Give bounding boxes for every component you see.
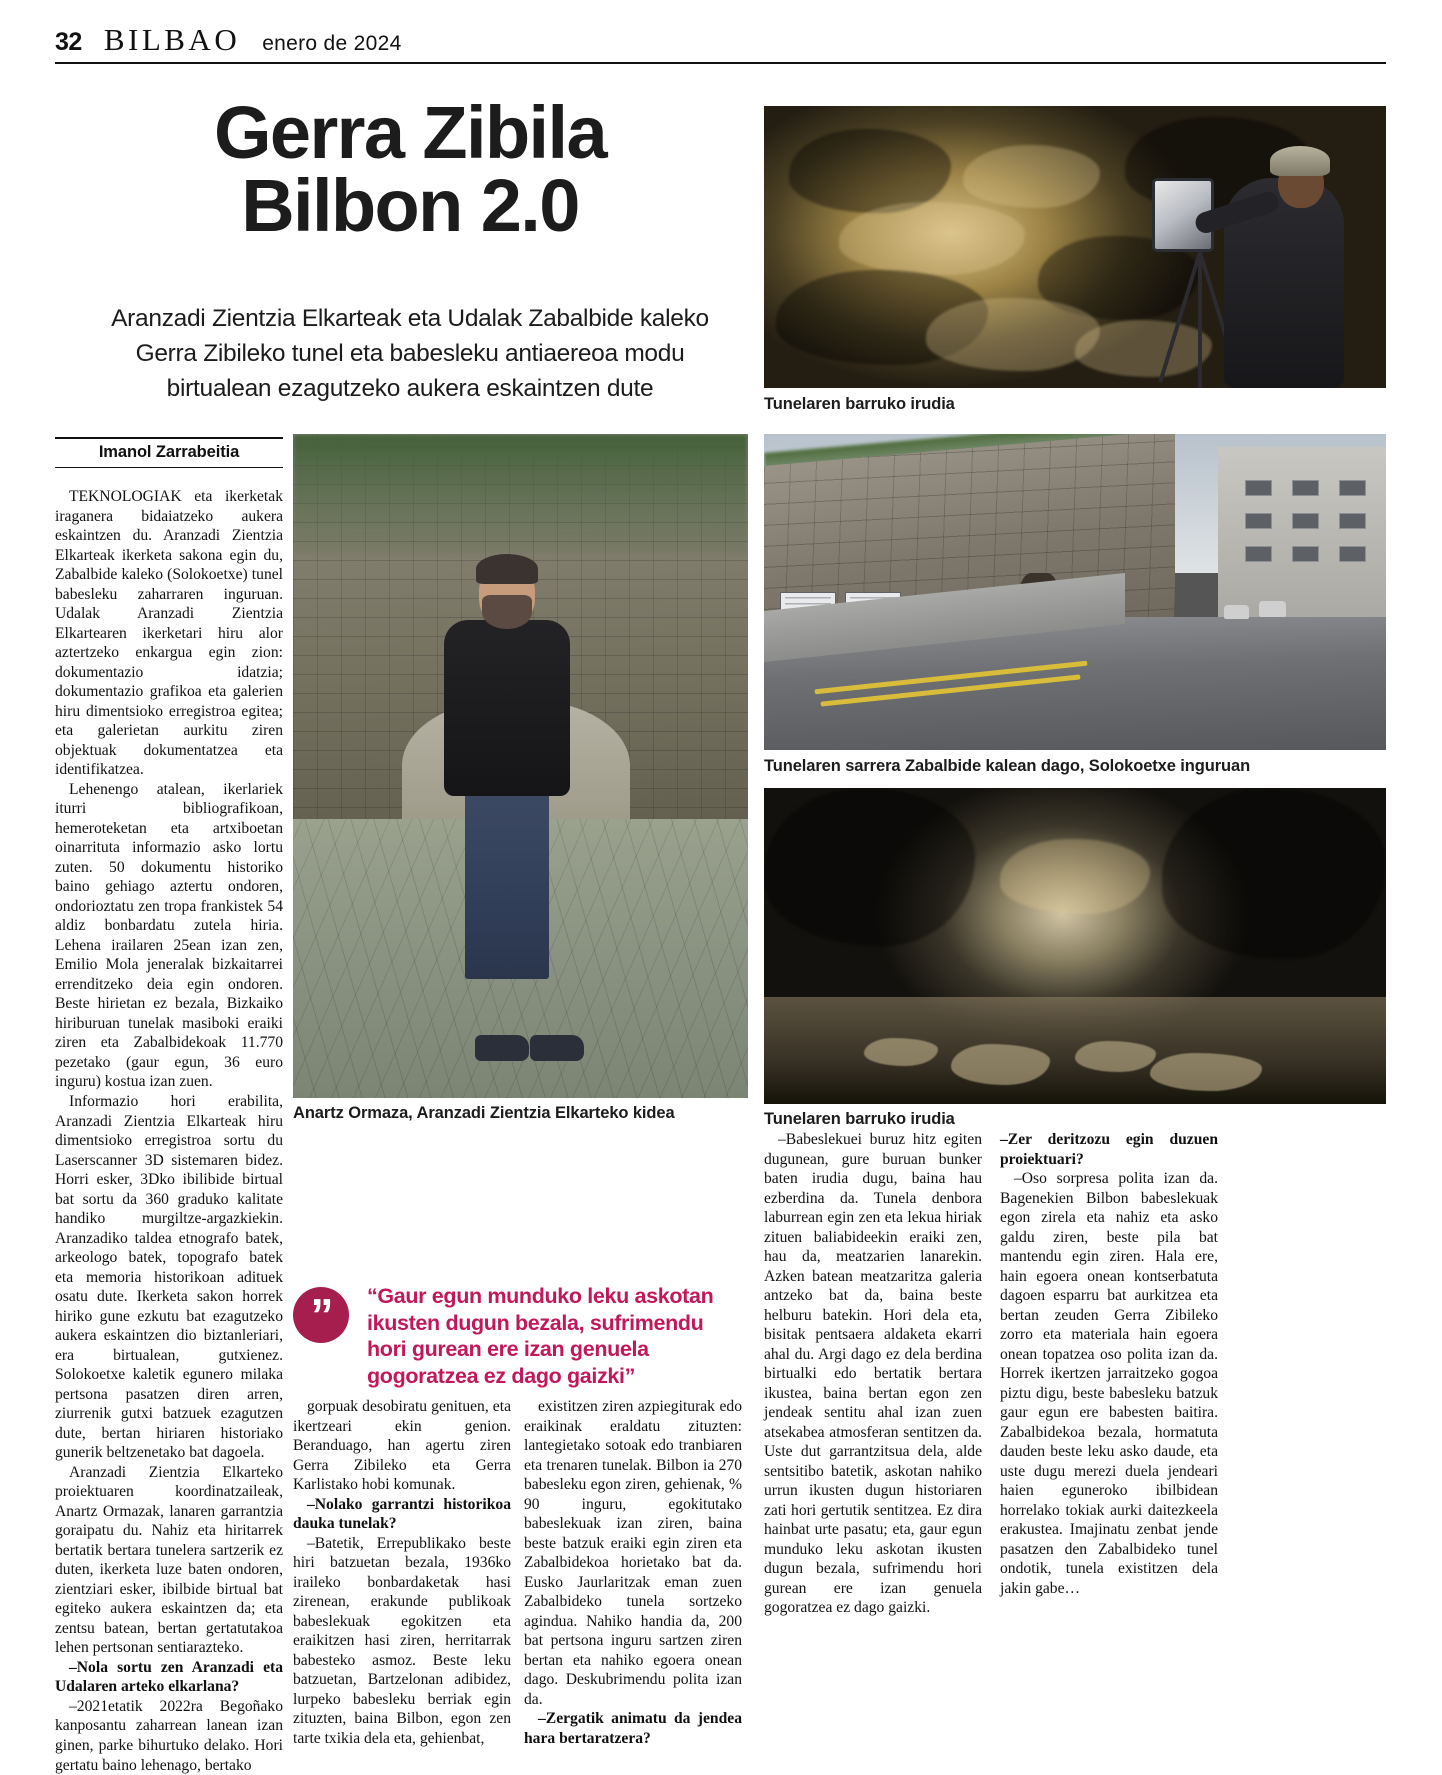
paragraph: –Batetik, Errepublikako beste hiri batzuetan bezala, 1936ko iraileko bonbardaketak hasi zirenean, erakunde publikoak babeslekuak egokitzen eta eraikitzen hasi ziren, herritarrak babesteko asmoz. Beste leku batzuetan, Bartzelonan adibidez, lurpeko babesleku berriak egin zituzten, baina Bilbon, egon zen tarte txikia dela eta, gehienbat, xyxy=(293,1534,511,1747)
masthead xyxy=(55,22,1385,64)
interview-question: –Nola sortu zen Aranzadi eta Udalaren arteko elkarlana? xyxy=(55,1658,283,1696)
paragraph: –2021etatik 2022ra Begoñako kanposantu zaharrean lanean izan ginen, parke bihurtuko delako. Hori gertatu baino lehenago, bertako xyxy=(55,1697,283,1774)
paragraph: TEKNOLOGIAK eta ikerketak iraganera bidaiatzeko aukera eskaintzen du. Aranzadi Zientzia Elkarteak ikerketa sakona egin du, Zabalbide kaleko (Solokoetxe) tunel babesleku zaharraren inguruan. Udalak Aranzadi Zientzia Elkartearen ikerketari hiru alor aztertzeko enkargua egin zion: dokumentazio idatzia; dokumentazio grafikoa eta galerien hiru dimentsioko erregistroa egitea; eta galerietan aurkitu ziren objektuak dokumentatzea eta identifikatzea. xyxy=(55,488,283,779)
body-column-1 xyxy=(55,487,283,1775)
photo-caption: Anartz Ormaza, Aranzadi Zientzia Elkarteko kidea xyxy=(293,1104,675,1122)
article-deck: Aranzadi Zientzia Elkarteak eta Udalak Zabalbide kaleko Gerra Zibileko tunel eta babesleku antiaereoa modu birtualean ezagutzeko aukera eskaintzen dute xyxy=(111,305,709,402)
page-folio: 32 xyxy=(55,28,82,56)
interview-question: –Nolako garrantzi historikoa dauka tunelak? xyxy=(293,1495,511,1533)
photo-tunnel-interior-scan xyxy=(764,106,1386,388)
body-column-3 xyxy=(524,1397,742,1748)
byline-author: Imanol Zarrabeitia xyxy=(98,442,240,461)
photo-tunnel-interior-dark xyxy=(764,788,1386,1104)
photo-anartz-ormaza-portrait xyxy=(293,434,748,1098)
photo-tunnel-entrance-street xyxy=(764,434,1386,750)
interview-question: –Zer deritzozu egin duzuen proiektuari? xyxy=(1000,1131,1218,1168)
paragraph: Informazio hori erabilita, Aranzadi Zientzia Elkarteak hiru dimentsioko erregistroa sortu du Laserscanner 3D sistemaren bidez. Horri esker, 3Dko ibilibide birtual bat sortu da 360 graduko kalitate handiko murgiltze-argazkiekin. Aranzadiko taldea etnografo batek, arkeologo batek, topografo batek eta memoria historikoan adituek osatu dute. Ikerketa sakon horrek hiriko gune ezkutu bat ezagutzeko aukera eskaintzen dio biztanleriari, era birtualean, gutxienez. Solokoetxe kaletik egunero milaka pertsona pasatzen diren arren, ziurrenik gutxi batzuek ezagutzen dute, bertan hiriaren historiako gunerik beltzenetako bat dagoela. xyxy=(55,1092,283,1462)
masthead-divider xyxy=(55,62,1386,64)
photo-caption: Tunelaren sarrera Zabalbide kalean dago, Solokoetxe inguruan xyxy=(764,757,1251,775)
body-column-4 xyxy=(764,1130,982,1618)
body-column-2 xyxy=(293,1397,511,1748)
pull-quote-text: “Gaur egun munduko leku askotan ikusten dugun bezala, sufrimendu hori gurean ere izan genuela gogoratzea ez dago gaizki” xyxy=(367,1284,714,1388)
byline-rule-bottom xyxy=(55,467,283,469)
paragraph: Aranzadi Zientzia Elkarteko proiektuaren koordinatzaileak, Anartz Ormazak, lanaren garrantzia goraipatu du. Nahiz eta hiritarrek bertatik bertara tunelera sartzerik ez duten, ikerketa luze baten ondoren, zientziari esker, ibilbide birtual bat egiteko aukera eskaintzen da; eta zentsu batean, bertan gertatutakoa lehen pertsonan sentiarazteko. xyxy=(55,1463,283,1657)
paragraph: –Babeslekuei buruz hitz egiten dugunean, gure buruan bunker baten irudia dugu, baina hau ezberdina da. Tunela denbora laburrean egin zen eta lekua hiriak zituen baliabideekin eraiki zen, hau da, meatzarien lanarekin. Azken batean meatzaritza galeria antzeko bat da, baina beste helburu batekin. Hori dela eta, bisitak pentsaera aldaketa ekarri ahal du. Argi dago ez dela berdina birtualki edo bertatik bertara ikustea, baina bertan egon zen jendeak sentitu ahal izan zuen atsekabea atmosferan sentitzen da. Uste dut garrantzitsua dela, alde sentsitibo batetik, askotan nahiko urrun ikusten dugun historiaren zati hori gertutik sentitzea. Ez dira hainbat urte pasatu; eta, gaur egun munduko leku askotan ikusten dugun bezala, sufrimendu hori gurean ere izan genuela gogoratzea ez dago gaizki. xyxy=(764,1131,982,1617)
body-column-5 xyxy=(1000,1130,1218,1598)
quote-glyph: ” xyxy=(310,1289,332,1341)
paragraph: existitzen ziren azpiegiturak edo eraikinak eraldatu zituzten: lantegietako sotoak edo tranbiaren eta trenaren tunelak. Bilbon ia 270 babesleku egon ziren, gehienak, % 90 inguru, egokitutako babeslekuak izan ziren, baina beste batzuk eraiki egin ziren eta Zabalbidekoa horietako bat da. Eusko Jaurlaritzak eman zuen Zabalbideko tunela sortzeko agindua. Nahiko handia da, 200 bat pertsona inguru sartzen ziren bertan eta nahiko egoera onean dago. Deskubrimendu polita izan da. xyxy=(524,1398,742,1708)
interview-question: –Zergatik animatu da jendea hara bertaratzera? xyxy=(524,1710,742,1747)
pull-quote xyxy=(293,1283,743,1390)
issue-date: enero de 2024 xyxy=(262,32,402,55)
photo-caption: Tunelaren barruko irudia xyxy=(764,1110,955,1128)
publication-name: BILBAO xyxy=(103,22,241,57)
article-headline xyxy=(85,91,735,248)
headline-line-2: Bilbon 2.0 xyxy=(241,164,579,248)
quote-mark-icon xyxy=(293,1287,349,1343)
paragraph: gorpuak desobiratu genituen, eta ikertzeari ekin genion. Beranduago, han agertu ziren Gerra Zibileko eta Gerra Karlistako hobi komunak. xyxy=(293,1398,511,1494)
byline xyxy=(55,437,283,468)
headline-line-1: Gerra Zibila xyxy=(213,91,607,174)
paragraph: Lehenengo atalean, ikerlariek iturri bibliografikoan, hemeroteketan eta artxiboetan oinarrituta informazio asko lortu zuten. 50 dokumentu historiko baino gehiago aztertu ondoren, ondorioztatu zen tropa frankistek 54 aldiz bonbardatu zutela hiria. Lehena irailaren 25ean izan zen, Emilio Mola jeneralak bizkaitarrei errenditzeko deia egin ondoren. Beste hirietan ez bezala, Bizkaiko hiriburuan tunelak masiboki eraiki ziren eta Zabalbidekoak 11.770 pezetako (gaur egun, 36 euro inguru) kostua izan zuen. xyxy=(55,780,283,1091)
paragraph: –Oso sorpresa polita izan da. Bagenekien Bilbon babeslekuak egon zirela eta nahiz eta asko galdu ziren, beste pila bat mantendu egin ziren. Hala ere, hain egoera onean kontserbatuta dagoen esparru bat aurkitzea eta bertan zeuden Gerra Zibileko zorro eta materiala hain egoera onean topatzea oso polita izan da. Horrek ikertzen jarraitzeko gogoa piztu digu, beste babesleku batzuk gaur egun ere babesten baitira. Zabalbidekoa bezala, hormatuta dauden beste leku asko daude, eta uste dugu merezi duela jendeari haien eguneroko ibilbidean horrelako tokiak aurki daitezkeela erakustea. Imajinatu zenbat jende pasatzen den Zabalbideko tunel ondotik, tunela existitzen dela jakin gabe… xyxy=(1000,1170,1218,1597)
photo-caption: Tunelaren barruko irudia xyxy=(764,395,955,413)
